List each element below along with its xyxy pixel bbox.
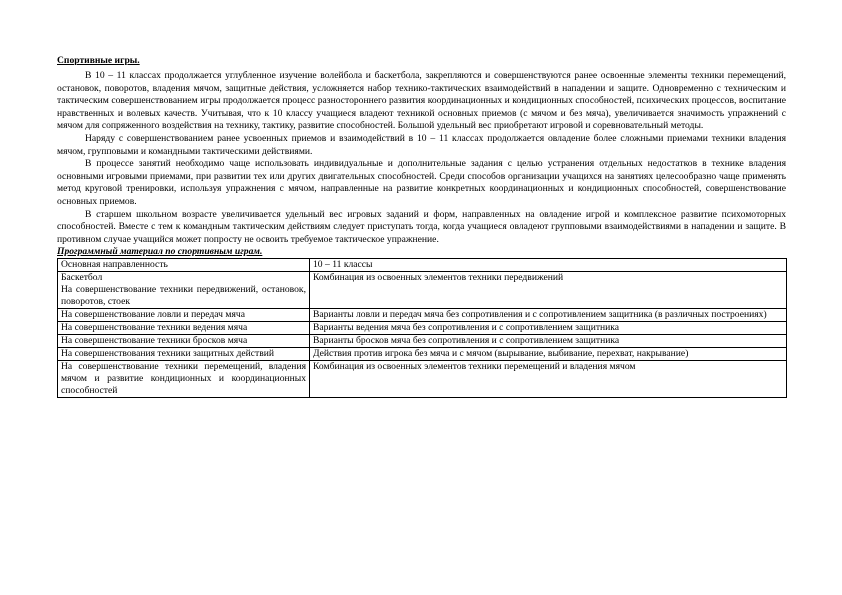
document-page (57, 55, 786, 398)
header-grades: 10 – 11 классы (310, 259, 787, 272)
paragraph-2: Наряду с совершенствованием ранее усвоенных приемов и взаимодействий в 10 – 11 классах продолжается овладение более сложными приемами техники владения мячом, групповыми и командными тактическими действиями. (57, 132, 786, 157)
paragraph-1: В 10 – 11 классах продолжается углубленное изучение волейбола и баскетбола, закрепляются и совершенствуются ранее освоенные элементы техники перемещений, остановок, поворотов, владения мячом, защитные действия, усложняется набор технико-тактических взаимодействий в нападении и защите. Одновременно с техническим и тактическим совершенствованием игры продолжается процесс разностороннего развития координационных и кондиционных способностей, психических процессов, воспитание нравственных и волевых качеств. Учитывая, что к 10 классу учащиеся владеют техникой основных приемов (с мячом и без мяча), увеличивается значимость упражнений с мячом для сопряженного воздействия на технику, тактику, развитие способностей. Большой удельный вес приобретают игровой и соревновательный методы. (57, 70, 786, 132)
table-row (58, 322, 787, 335)
table-row (58, 309, 787, 322)
row-content-cell: Варианты ловли и передач мяча без сопротивления и с сопротивлением защитника (в различных построениях) (310, 309, 787, 322)
table-row (58, 361, 787, 398)
section-heading: Спортивные игры. (57, 55, 140, 66)
header-direction: Основная направленность (58, 259, 310, 272)
row-direction-title: Баскетбол (61, 272, 103, 284)
row-direction-cell: На совершенствование техники ведения мяча (58, 322, 310, 335)
row-direction-cell: На совершенствование ловли и передач мяча (58, 309, 310, 322)
row-direction-cell: На совершенствование техники перемещений, владения мячом и развитие кондиционных и координационных способностей (58, 361, 310, 398)
row-content-cell: Комбинация из освоенных элементов техники перемещений и владения мячом (310, 361, 787, 398)
row-content-cell: Варианты ведения мяча без сопротивления и с сопротивлением защитника (310, 322, 787, 335)
table-caption: Программный материал по спортивным играм. (57, 246, 263, 258)
program-table (57, 258, 787, 398)
paragraph-4: В старшем школьном возрасте увеличивается удельный вес игровых заданий и форм, направленных на овладение игрой и комплексное развитие психомоторных способностей. Вместе с тем к командным тактическим действиям следует приступать тогда, когда учащиеся овладеют групповыми взаимодействиями в нападении и защите. В противном случае учащийся может попросту не освоить требуемое тактическое упражнение. (57, 208, 786, 245)
row-content-cell: Действия против игрока без мяча и с мячом (вырывание, выбивание, перехват, накрывание) (310, 348, 787, 361)
row-content-cell: Варианты бросков мяча без сопротивления и с сопротивлением защитника (310, 335, 787, 348)
row-direction-cell (58, 272, 310, 309)
table-row (58, 335, 787, 348)
table-header-row (58, 259, 787, 272)
table-row (58, 272, 787, 309)
row-direction-cell: На совершенствование техники бросков мяча (58, 335, 310, 348)
paragraph-3: В процессе занятий необходимо чаще использовать индивидуальные и дополнительные задания с целью устранения отдельных недостатков в технике владения основными игровыми приемами, при развитии тех или других двигательных способностей. Среди способов организации учащихся на занятиях целесообразно чаще применять метод круговой тренировки, используя упражнения с мячом, направленные на развитие конкретных координационных и кондиционных способностей, совершенствование основных приемов. (57, 158, 786, 207)
table-row (58, 348, 787, 361)
row-direction-text: На совершенствование техники передвижений, остановок, поворотов, стоек (61, 284, 306, 308)
row-content-cell: Комбинация из освоенных элементов техники передвижений (310, 272, 787, 309)
row-direction-cell: На совершенствования техники защитных действий (58, 348, 310, 361)
